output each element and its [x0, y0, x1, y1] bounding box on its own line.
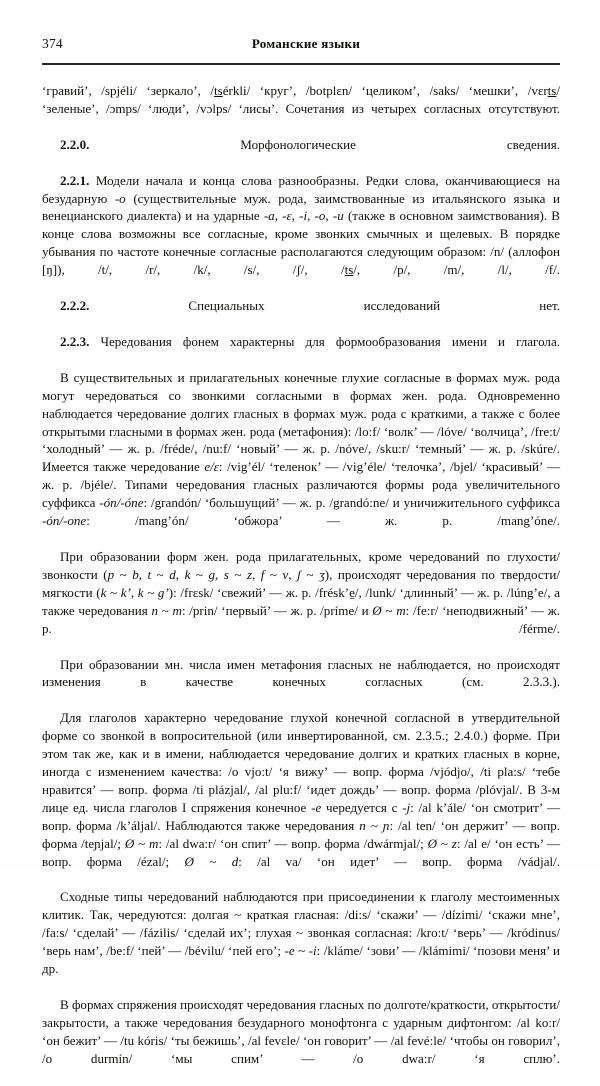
paragraph-p-feminine-forms: При образовании форм жен. рода прилагательных, кроме чередований по глухости/звонкости (p ~ b, t ~ d, k ~ g, s ~ z, f ~ v, ʃ ~ ʒ), происходят чередования по твердости/мягкости (k ~ k’, k ~ g’): /frɛsk/ ‘свежий’ — ж. р. /frésk’e̱/, /lunk/ ‘длинный’ — ж. р. /lúng’e/, а также чередования n ~ m: /prin/ ‘первый’ — ж. р. /príme/ и Ø ~ m: /fe:r/ ‘неподвижный’ — ж. р. /férme/. — [42, 548, 561, 636]
paragraph-p-verbs: Для глаголов характерно чередование глухой конечной согласной в утвердительной форме со звонкой в вопросительной (или инвертированной, см. 2.3.5.; 2.4.0.) форме. При этом так же, как и в имени, наблюдается чередование долгих и кратких гласных в корне, иногда с изменением качества: /o vjo:t/ ‘я вижу’ — вопр. форма /vjódjo/, /ti pla:s/ ‘тебе нравится’ — вопр. форма /ti plázjal/, /al plu:f/ ‘идет дождь’ — вопр. форма /plóvjal/. В 3-м лице ед. числа глаголов I спряжения конечное -e чередуется с -j: /al k’ále/ ‘он смотрит’ — вопр. форма /k’áljal/. Наблюдаются также чередования n ~ ɲ: /al ten/ ‘он держит’ — вопр. форма /teɲjal/; Ø ~ m: /al dwa:r/ ‘он спит’ — вопр. форма /dwármjal/; Ø ~ z: /al e/ ‘он есть’ — вопр. форма /ézal/; Ø ~ d: /al va/ ‘он идет’ — вопр. форма /vádjal/. — [42, 710, 560, 869]
paragraph-p-2-2-1: 2.2.1. Модели начала и конца слова разнообразны. Редки слова, оканчивающиеся на безударную -o (существительные муж. рода, заимствованные из итальянского языка и венецианского диалекта) и на ударные -a, -ɛ, -i, -o, -u (также в основном заимствования). В конце слова возможны все согласные, кроме звонких смычных и щелевых. В порядке убывания по частоте конечные согласные располагаются следующим образом: /n/ (аллофон [ŋ]), /t/, /r/, /k/, /s/, /ʃ/, /ts/, /p/, /m/, /l/, /f/. — [42, 172, 561, 278]
header-rule — [42, 63, 560, 65]
running-title: Романские языки — [251, 36, 361, 51]
page-number: 374 — [42, 36, 63, 51]
paragraph-p-2-2-0: 2.2.0. Морфонологические сведения. — [60, 136, 560, 152]
paragraph-p-conjugation: В формах спряжения происходят чередования гласных по долготе/краткости, открытости/закрытости, а также чередования безударного монофтонга с ударным дифтонгом: /al ko:r/ ‘он бежит’ — /tu kóris/ ‘ты бежишь’, /al fevɛle/ ‘он говорит’ — /al fevé:le/ ‘чтобы он говорил’, /o durmín/ ‘мы спим’ — /o dwa:r/ ‘я сплю’. — [42, 997, 561, 1066]
paragraph-p-nouns-adjectives: В существительных и прилагательных конечные глухие согласные в формах муж. рода могут чередоваться со звонкими согласными в формах жен. рода. Одновременно наблюдается чередование долгих гласных в формах муж. рода с краткими, а также с более открытыми гласными в формах жен. рода (метафония): /lo:f/ ‘волк’ — /lóve/ ‘волчица’, /fre:t/ ‘холодный’ — ж. р. /fréde/, /nu:f/ ‘новый’ — ж. р. /nóve/, /sku:r/ ‘темный’ — ж. р. /skúre/. Имеется также чередование e/ɛ: /vig’él/ ‘теленок’ — /vig’éle/ ‘телочка’, /bjel/ ‘красивый’ — ж. р. /bjéle/. Типами чередования гласных различаются формы рода увеличительного суффикса -ón/-óne: /grandón/ ‘большущий’ — ж. р. /grandó:ne/ и уничижительного суффикса -ón/-one: /mang’ón/ ‘обжора’ — ж. р. /mang’óne/. — [42, 369, 560, 529]
page-content — [42, 36, 560, 1086]
paragraph-p-consonant-clusters: ‘гравий’, /spjéli/ ‘зеркало’, /tsérkli/ ‘круг’, /botplɛn/ ‘целиком’, /saks/ ‘мешки’, /vɛrts/ ‘зеленые’, /ɔmps/ ‘люди’, /vɔlps/ ‘лисы’. Сочетания из четырех согласных отсутствуют. — [42, 83, 560, 116]
paragraph-p-2-2-2: 2.2.2. Специальных исследований нет. — [60, 298, 560, 314]
body-text — [42, 82, 560, 1086]
paragraph-p-clitics: Сходные типы чередований наблюдаются при присоединении к глаголу местоименных клитик. Так, чередуются: долгая ~ краткая гласная: /di:s/ ‘скажи’ — /dízimi/ ‘скажи мне’, /fa:s/ ‘сделай’ — /fázilis/ ‘сделай их’; глухая ~ звонкая согласная: /kro:t/ ‘верь’ — /kródinus/ ‘верь нам’, /be:f/ ‘пей’ — /bévilu/ ‘пей его’; -e ~ -i: /kláme/ ‘зови’ — /klámimi/ ‘позови меня’ и др. — [42, 889, 560, 977]
paragraph-p-2-2-3: 2.2.3. Чередования фонем характерны для формообразования имени и глагола. — [60, 333, 560, 349]
paragraph-p-plural: При образовании мн. числа имен метафония гласных не наблюдается, но происходят изменения в качестве конечных согласных (см. 2.3.3.). — [42, 656, 560, 690]
running-head — [42, 36, 560, 62]
